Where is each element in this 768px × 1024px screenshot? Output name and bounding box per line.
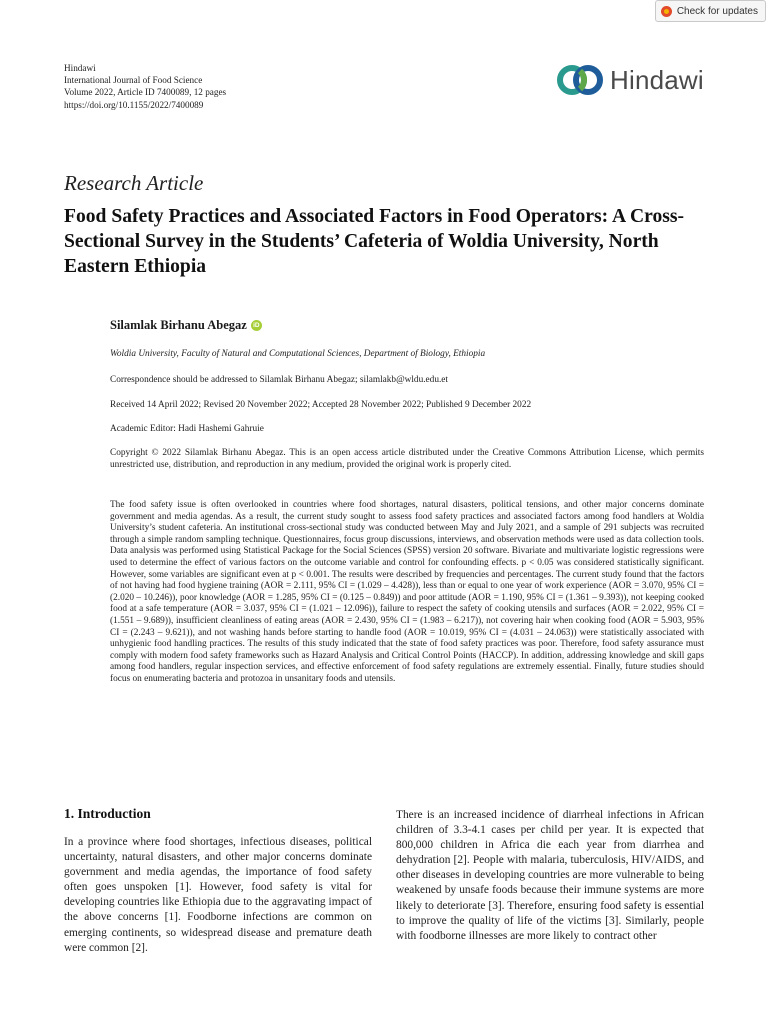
article-type: Research Article	[64, 171, 204, 195]
doi-link[interactable]: https://doi.org/10.1155/2022/7400089	[64, 99, 204, 110]
hindawi-logo-icon	[555, 62, 605, 98]
author-name: Silamlak Birhanu Abegaz	[110, 318, 247, 332]
publication-dates: Received 14 April 2022; Revised 20 November 2022; Accepted 28 November 2022; Published 9 December 2022	[110, 400, 532, 410]
check-for-updates-button[interactable]	[655, 0, 766, 22]
intro-paragraph-right: There is an increased incidence of diarrheal infections in African children of 3.3-4.1 cases per child per year. It is expected that 800,000 children in Africa die each year from diarrhea and dehydration [2]. People with malaria, tuberculosis, HIV/AIDS, and other diseases in developing countries are more vulnerable to being weakened by unsafe foods because their immune systems are more likely to deteriorate [3]. Therefore, ensuring food safety is essential to improve the quality of life of the victims [3]. Similarly, people with foodborne illnesses are more likely to contract other	[396, 809, 704, 942]
author-line	[110, 318, 262, 333]
hindawi-logo	[555, 62, 704, 98]
intro-left-column	[64, 806, 372, 956]
intro-right-column	[396, 808, 704, 944]
journal-info	[64, 62, 226, 111]
publisher-name: Hindawi	[64, 63, 96, 73]
check-for-updates-label: Check for updates	[676, 5, 758, 17]
affiliation: Woldia University, Faculty of Natural and Computational Sciences, Department of Biology, Ethiopia	[110, 349, 486, 359]
crossmark-icon	[661, 6, 672, 17]
hindawi-wordmark: Hindawi	[610, 64, 704, 95]
copyright-notice: Copyright © 2022 Silamlak Birhanu Abegaz. This is an open access article distributed under the Creative Commons Attribution License, which permits unrestricted use, distribution, and reproduction in any medium, provided the original work is properly cited.	[110, 448, 704, 470]
correspondence: Correspondence should be addressed to Silamlak Birhanu Abegaz; silamlakb@wldu.edu.et	[110, 375, 449, 385]
orcid-icon[interactable]: iD	[251, 320, 262, 331]
journal-name: International Journal of Food Science	[64, 75, 203, 86]
intro-paragraph-left: In a province where food shortages, infectious diseases, political uncertainty, natural disasters, and other major concerns dominate government and media agendas, the importance of food safety often goes unspoken [1]. However, food safety is vital for developing countries like Ethiopia due to the aggravating impact of the above concerns [1]. Foodborne infections are common on emerging continents, so widespread disease and premature death were common [2].	[64, 836, 372, 954]
abstract: The food safety issue is often overlooked in countries where food shortages, natural disasters, political tensions, and other major concerns dominate government and media agendas. As a result, the current study sought to assess food safety practices and associated factors among food handlers at Woldia University’s student cafeteria. An institutional cross-sectional study was conducted between May and July 2021, and a sample of 291 subjects was recruited through a simple random sampling technique. Questionnaires, focus group discussions, interviews, and observation methods were used as data collection tools. Data analysis was performed using Statistical Package for the Social Sciences (SPSS) version 20 software. Bivariate and multivariate logistic regressions were used to determine the effect of various factors on the outcome variable and control for confounding effects. p < 0.05 was considered statistically significant. However, some variables are significant even at p < 0.001. The results were described by frequencies and percentages. The current study found that the factors of not having had food hygiene training (AOR = 2.111, 95% CI = (1.029 – 4.428)), less than or equal to one year of work experience (AOR = 3.070, 95% CI = (2.020 – 10.246)), poor knowledge (AOR = 1.285, 95% CI = (0.125 – 0.849)) and poor attitude (AOR = 1.190, 95% CI = (1.361 – 9.393)), not keeping cooked food at a safe temperature (AOR = 3.037, 95% CI = (1.021 – 12.096)), failure to respect the safety of cooking utensils and surfaces (AOR = 2.022, 95% CI = (1.551 – 9.689)), insufficient cleanliness of eating areas (AOR = 2.430, 95% CI = (1.983 – 6.217)), not covering hair when cooking food (AOR = 5.903, 95% CI = (2.243 – 9.621)), and not washing hands before starting to handle food (AOR = 10.019, 95% CI = (4.031 – 24.063)) were statistically associated with unhygienic food handling practices. The results of this study indicated that the state of food safety practices was poor. Therefore, food safety assurance must comply with modern food safety frameworks such as Hazard Analysis and Critical Control Points (HACCP). In addition, addressing knowledge and skill gaps among food handlers, regular inspection services, and effective enforcement of food safety regulations are extremely essential. Finally, future studies should focus on enumerating bacteria and protozoa in unsanitary foods and utensils.	[110, 500, 704, 684]
academic-editor: Academic Editor: Hadi Hashemi Gahruie	[110, 424, 264, 434]
volume-info: Volume 2022, Article ID 7400089, 12 pages	[64, 87, 227, 98]
article-title: Food Safety Practices and Associated Factors in Food Operators: A Cross-Sectional Survey in the Students’ Cafeteria of Woldia University, North Eastern Ethiopia	[64, 206, 685, 277]
section-heading: 1. Introduction	[64, 806, 151, 821]
